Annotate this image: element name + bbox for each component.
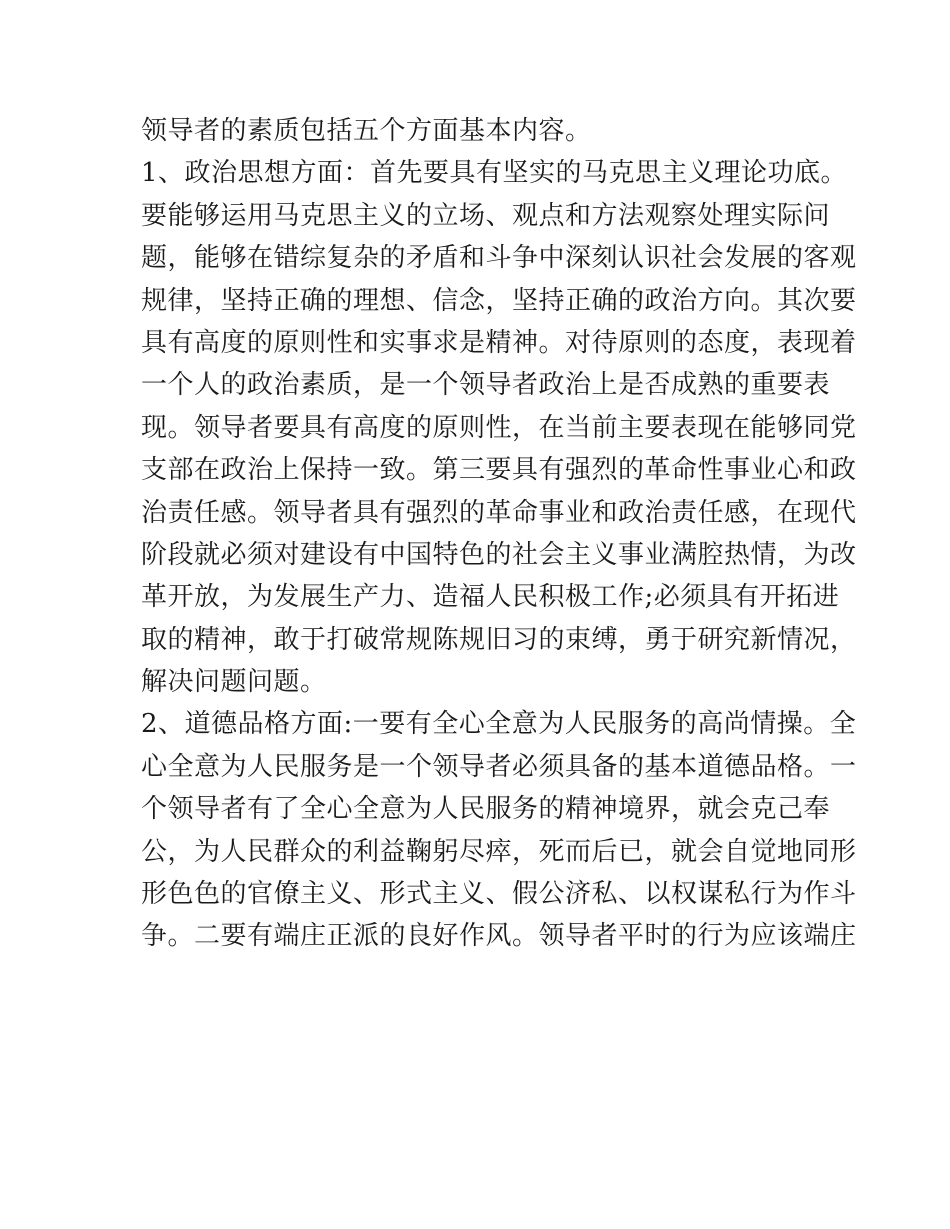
text-line-5: 规律，坚持正确的理想、信念，坚持正确的政治方向。其次要 xyxy=(141,285,857,316)
text-line-19: 形色色的官僚主义、形式主义、假公济私、以权谋私行为作斗 xyxy=(141,879,857,910)
text-line-6: 具有高度的原则性和实事求是精神。对待原则的态度，表现着 xyxy=(141,327,857,358)
text-line-4: 题，能够在错综复杂的矛盾和斗争中深刻认识社会发展的客观 xyxy=(141,243,857,274)
text-line-13: 取的精神，敢于打破常规陈规旧习的束缚，勇于研究新情况， xyxy=(141,624,857,655)
text-line-2: 1、政治思想方面：首先要具有坚实的马克思主义理论功底。 xyxy=(141,158,848,189)
text-line-1: 领导者的素质包括五个方面基本内容。 xyxy=(141,116,592,146)
text-line-7: 一个人的政治素质，是一个领导者政治上是否成熟的重要表 xyxy=(141,370,831,401)
text-line-16: 心全意为人民服务是一个领导者必须具备的基本道德品格。一 xyxy=(141,751,857,782)
text-line-3: 要能够运用马克思主义的立场、观点和方法观察处理实际问 xyxy=(141,200,831,231)
text-line-20: 争。二要有端庄正派的良好作风。领导者平时的行为应该端庄 xyxy=(141,921,857,952)
text-line-12: 革开放，为发展生产力、造福人民积极工作;必须具有开拓进 xyxy=(141,582,840,613)
text-line-15: 2、道德品格方面:一要有全心全意为人民服务的高尚情操。全 xyxy=(141,709,857,740)
text-line-18: 公，为人民群众的利益鞠躬尽瘁，死而后已，就会自觉地同形 xyxy=(141,836,857,867)
text-line-14: 解决问题问题。 xyxy=(141,667,327,698)
text-line-11: 阶段就必须对建设有中国特色的社会主义事业满腔热情，为改 xyxy=(141,539,857,570)
text-line-8: 现。领导者要具有高度的原则性，在当前主要表现在能够同党 xyxy=(141,412,857,443)
text-line-17: 个领导者有了全心全意为人民服务的精神境界，就会克己奉 xyxy=(141,794,831,825)
text-line-10: 治责任感。领导者具有强烈的革命事业和政治责任感，在现代 xyxy=(141,497,857,528)
text-line-9: 支部在政治上保持一致。第三要具有强烈的革命性事业心和政 xyxy=(141,455,857,486)
body-text xyxy=(141,110,857,958)
